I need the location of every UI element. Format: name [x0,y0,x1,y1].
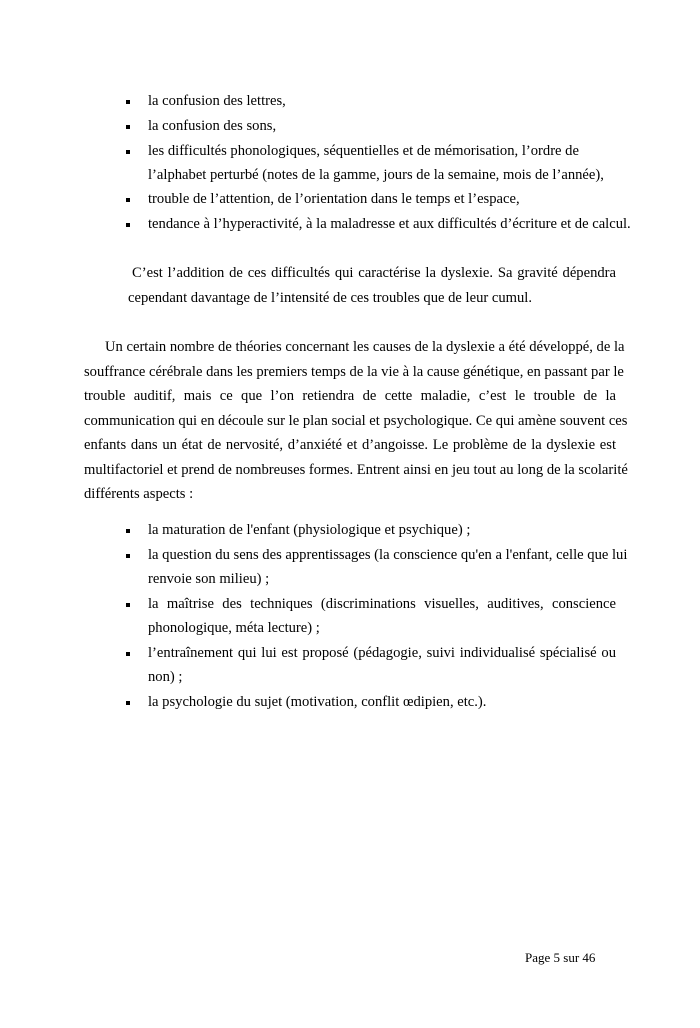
list1-item-text: les difficultés phonologiques, séquentielles et de mémorisation, l’ordre de [148,143,579,159]
list2-item-text: l’entraînement qui lui est proposé (pédagogie, suivi individualisé spécialisé ou [148,645,616,661]
paragraph2-line: Un certain nombre de théories concernant les causes de la dyslexie a été développé, de la [105,339,625,355]
list1-item-text: trouble de l’attention, de l’orientation dans le temps et l’espace, [148,191,520,207]
list2-item-text: la question du sens des apprentissages (la conscience qu'en a l'enfant, celle que lui [148,547,628,563]
paragraph2-line: multifactoriel et prend de nombreuses formes. Entrent ainsi en jeu tout au long de la scolarité [84,461,628,478]
list2-item-text: la psychologie du sujet (motivation, conflit œdipien, etc.). [148,694,487,710]
list2-bullet-icon [126,701,130,705]
list2-item-text: phonologique, méta lecture) ; [148,620,320,636]
paragraph2-line: souffrance cérébrale dans les premiers temps de la vie à la cause génétique, en passant par le [84,363,624,380]
list2-item-text: renvoie son milieu) ; [148,571,270,587]
list2-bullet-icon [126,554,130,558]
paragraph1-line: C’est l’addition de ces difficultés qui caractérise la dyslexie. Sa gravité dépendra [132,265,616,281]
paragraph2-line: trouble auditif, mais ce que l’on retiendra de cette maladie, c’est le trouble de la [84,388,616,404]
list2-item-text: la maturation de l'enfant (physiologique et psychique) ; [148,522,471,538]
list1-bullet-icon [126,198,130,202]
paragraph1-line: cependant davantage de l’intensité de ces troubles que de leur cumul. [128,290,533,306]
list1-bullet-icon [126,223,130,227]
list1-bullet-icon [126,100,130,104]
list1-item-text: tendance à l’hyperactivité, à la maladresse et aux difficultés d’écriture et de calcul. [148,216,631,232]
list2-item-text: non) ; [148,669,183,685]
list2-item-text: la maîtrise des techniques (discriminations visuelles, auditives, conscience [148,596,616,612]
page-number: Page 5 sur 46 [525,950,596,965]
list2-bullet-icon [126,603,130,607]
paragraph2-line: enfants dans un état de nervosité, d’anxiété et d’angoisse. Le problème de la dyslexie est [84,437,616,453]
paragraph2-line: communication qui en découle sur le plan social et psychologique. Ce qui amène souvent ces [84,412,628,429]
list1-item-text: la confusion des sons, [148,118,277,134]
paragraph2-line: différents aspects : [84,486,194,502]
list1-bullet-icon [126,150,130,154]
list1-item-text: l’alphabet perturbé (notes de la gamme, jours de la semaine, mois de l’année), [148,167,604,183]
list1-item-text: la confusion des lettres, [148,93,286,109]
list1-bullet-icon [126,125,130,129]
list2-bullet-icon [126,652,130,656]
list2-bullet-icon [126,529,130,533]
